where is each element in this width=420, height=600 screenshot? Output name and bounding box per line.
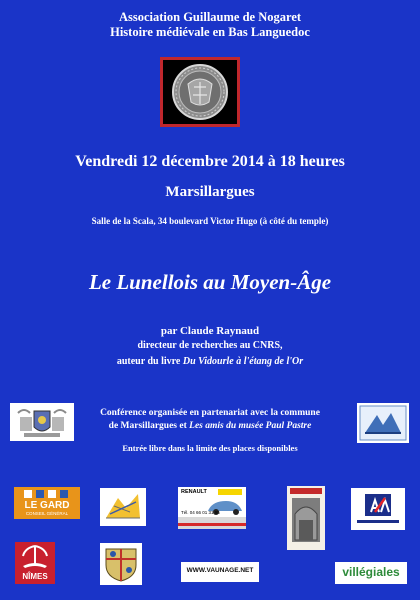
shield-logo <box>100 543 142 585</box>
entry-info: Entrée libre dans la limite des places disponibles <box>122 443 298 453</box>
villegales-logo <box>335 562 407 584</box>
crocodile-palm-icon <box>15 542 55 572</box>
event-title: Le Lunellois au Moyen-Âge <box>88 270 332 294</box>
event-venue: Salle de la Scala, 34 boulevard Victor Hugo (à côté du temple) <box>91 216 329 226</box>
association-name: Association Guillaume de Nogaret <box>118 10 302 24</box>
villegales-text: villégiales <box>342 565 400 579</box>
sketch-icon <box>100 488 146 526</box>
le-gard-subtext: CONSEIL GÉNÉRAL <box>25 511 69 516</box>
partnership-line-2-prefix: de Marsillargues et <box>108 421 190 431</box>
seal-icon <box>163 60 237 124</box>
coat-of-arms-icon <box>10 403 74 441</box>
speaker-book-title: Du Vidourle à l'étang de l'Or <box>182 356 304 367</box>
nimes-text: NÎMES <box>22 572 48 581</box>
partner-logo-sketch <box>100 488 146 526</box>
nimes-logo <box>15 542 55 584</box>
le-gard-logo <box>14 487 80 519</box>
event-city: Marsillargues <box>165 184 255 200</box>
renault-text: RENAULT <box>181 489 207 495</box>
le-gard-text: LE GARD <box>24 500 70 511</box>
speaker-book <box>0 356 420 367</box>
event-date: Vendredi 12 décembre 2014 à 18 heures <box>75 153 345 170</box>
museum-logo <box>357 403 409 443</box>
axa-logo <box>351 488 405 530</box>
vaunage-text: WWW.VAUNAGE.NET <box>186 567 254 574</box>
partnership-line-1: Conférence organisée en partenariat avec la commune <box>100 408 320 418</box>
association-seal <box>160 57 240 127</box>
speaker-name: par Claude Raynaud <box>160 325 260 337</box>
shield-icon <box>100 543 142 585</box>
speaker-book-prefix: auteur du livre <box>116 356 183 367</box>
marsillargues-logo <box>10 403 74 441</box>
book-cover <box>287 486 325 550</box>
association-subtitle: Histoire médiévale en Bas Languedoc <box>110 25 310 39</box>
renault-logo <box>178 487 246 529</box>
speaker-role: directeur de recherches au CNRS, <box>137 340 283 351</box>
axa-icon <box>351 488 405 530</box>
renault-phone: Tél. 04 66 01 31 95 <box>181 510 220 515</box>
partnership-museum-name: Les amis du musée Paul Pastre <box>189 421 312 431</box>
book-cover-icon <box>287 486 325 550</box>
vaunage-logo <box>181 562 259 582</box>
museum-icon <box>357 403 409 443</box>
